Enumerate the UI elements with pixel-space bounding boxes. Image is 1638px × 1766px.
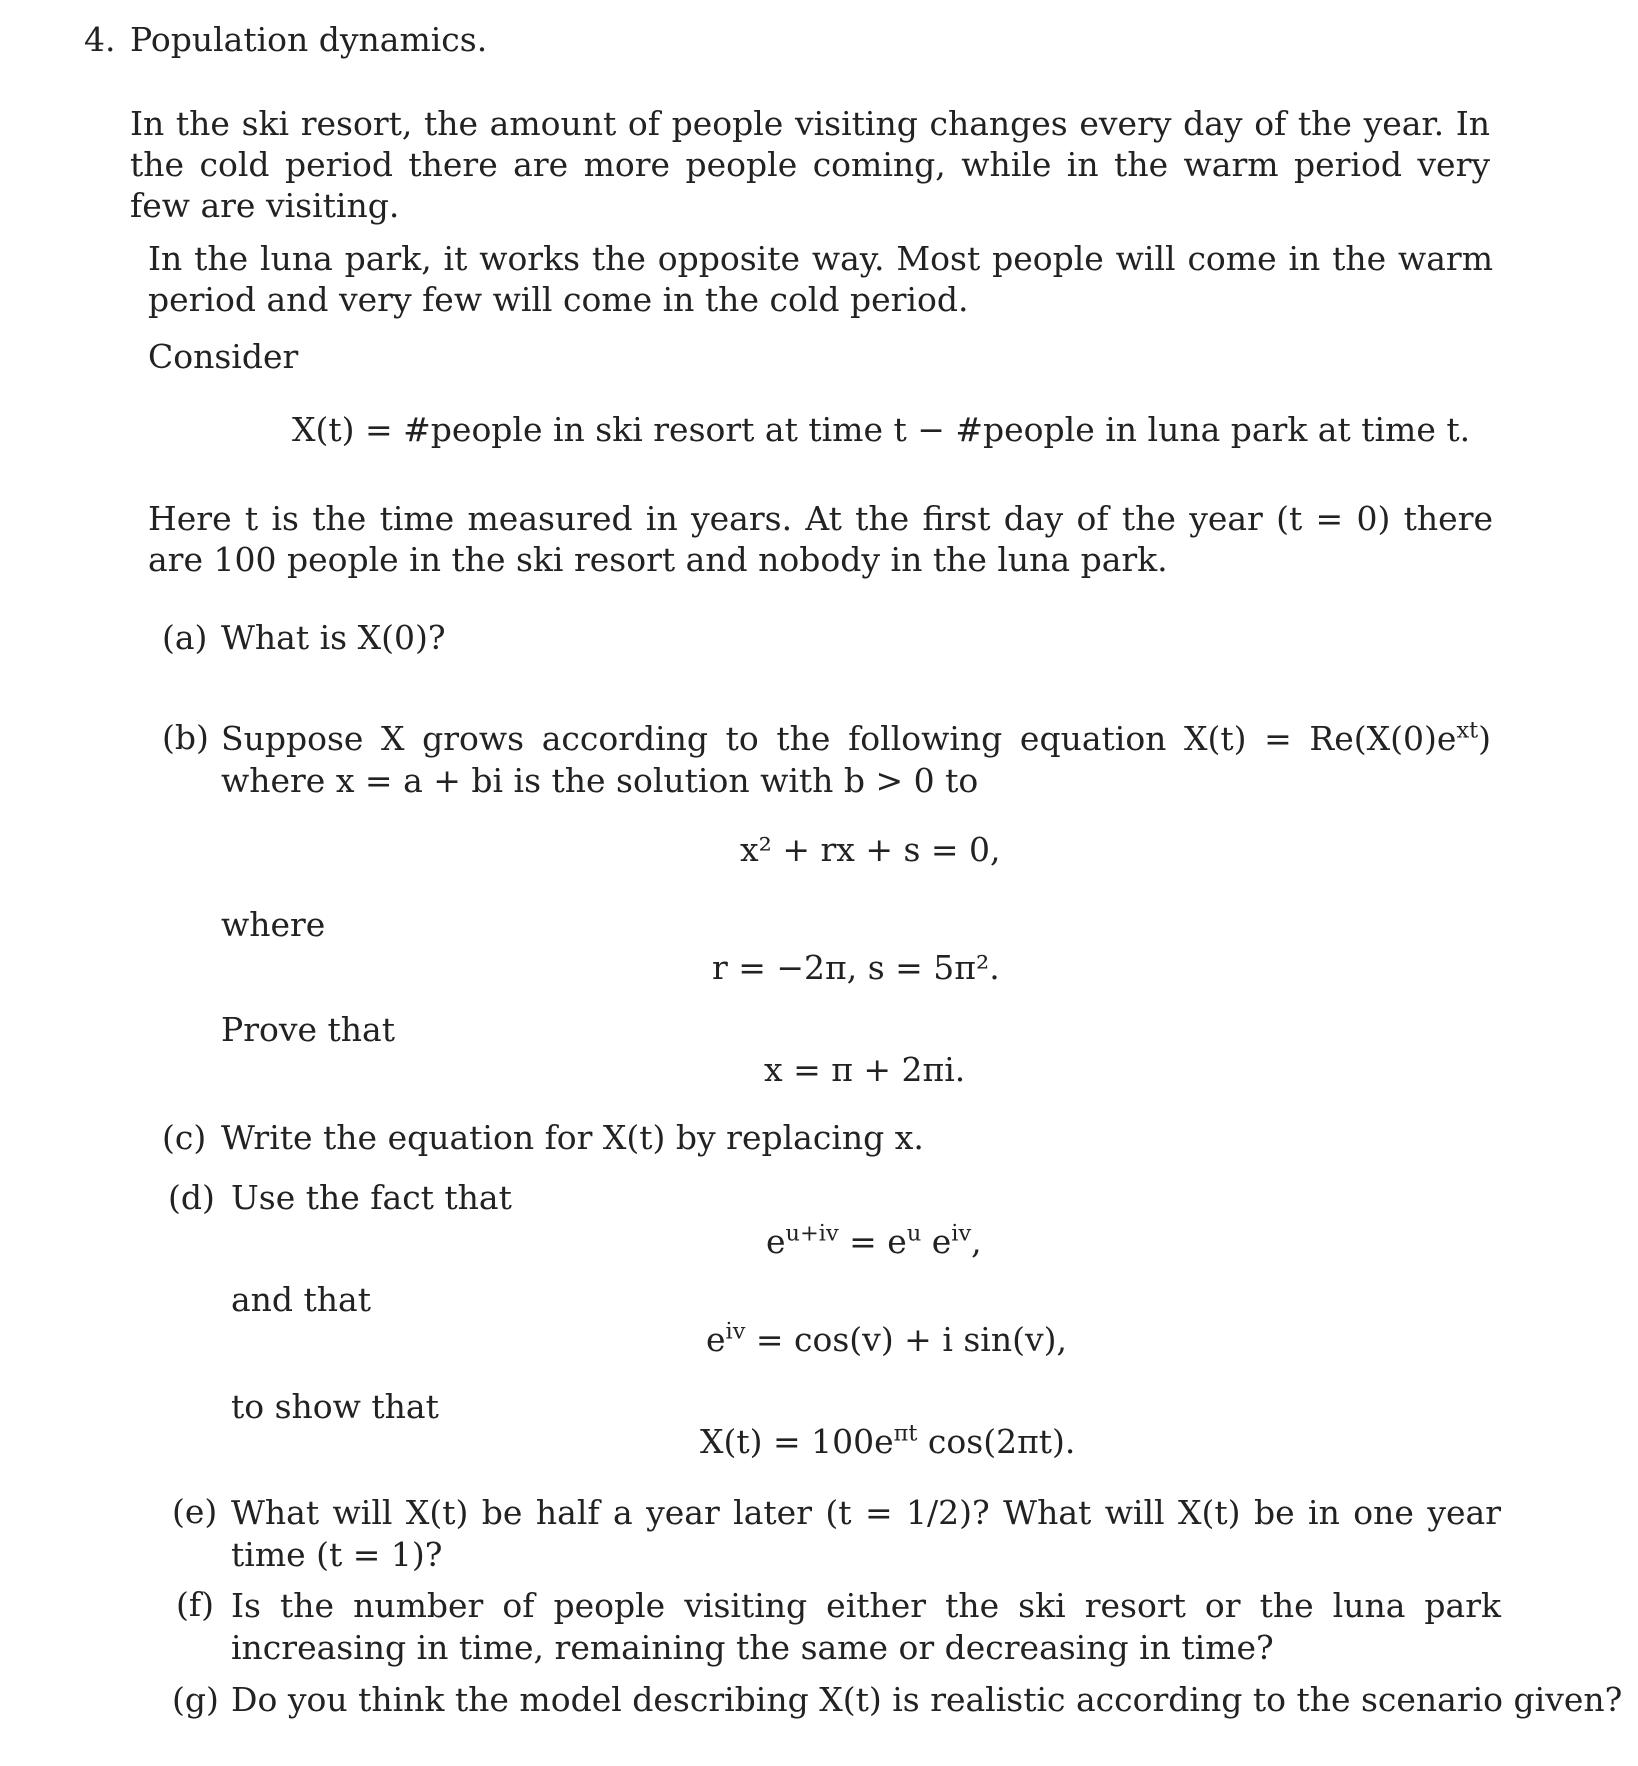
consider-label: Consider xyxy=(148,337,299,376)
x-definition-equation: X(t) = #people in ski resort at time t − #people in luna park at time t. xyxy=(292,410,1471,449)
part-a-label: (a) xyxy=(162,618,208,657)
part-a-text: What is X(0)? xyxy=(221,618,446,657)
quadratic-equation: x² + rx + s = 0, xyxy=(740,830,1001,869)
part-g-text: Do you think the model describing X(t) is realistic according to the scenario given? xyxy=(231,1680,1623,1719)
intro-luna-park: In the luna park, it works the opposite way. Most people will come in the warm period and very few will come in the cold period. xyxy=(148,239,1493,319)
and-that-label: and that xyxy=(231,1280,371,1319)
part-b-label: (b) xyxy=(162,718,209,757)
time-description: Here t is the time measured in years. At the first day of the year (t = 0) there are 100 people in the ski resort and nobody in the luna park. xyxy=(148,499,1493,579)
solution-equation: x = π + 2πi. xyxy=(764,1050,966,1089)
to-show-that-label: to show that xyxy=(231,1387,439,1426)
part-e-text: What will X(t) be half a year later (t = 1/2)? What will X(t) be in one year time (t = 1)? xyxy=(231,1493,1501,1574)
euler-equation: $e^{iv} = \cos(v) + i$ sin(v), xyxy=(706,1318,1067,1359)
part-d-label: (d) xyxy=(168,1178,215,1217)
part-e-label: (e) xyxy=(172,1492,218,1531)
parameter-equation: r = −2π, s = 5π². xyxy=(712,948,1000,987)
exp-sum-equation: $e^{u+iv} = e^u$ $e^{iv}$, xyxy=(766,1220,982,1261)
prove-that-label: Prove that xyxy=(221,1010,395,1049)
part-f-label: (f) xyxy=(176,1585,214,1624)
part-d-text: Use the fact that xyxy=(231,1178,512,1217)
result-equation: $X(t) = 100e^{\pi t}$ cos(2πt). xyxy=(700,1420,1076,1461)
part-c-label: (c) xyxy=(162,1118,207,1157)
part-c-text: Write the equation for X(t) by replacing x. xyxy=(221,1118,924,1157)
problem-title: Population dynamics. xyxy=(130,20,488,59)
where-label: where xyxy=(221,905,326,944)
part-f-text: Is the number of people visiting either the ski resort or the luna park increasing in time, remaining the same or decreasing in time? xyxy=(231,1586,1501,1667)
intro-ski-resort: In the ski resort, the amount of people visiting changes every day of the year. In the cold period there are more people coming, while in the warm period very few are visiting. xyxy=(130,104,1490,225)
problem-number: 4. xyxy=(84,20,116,59)
part-g-label: (g) xyxy=(172,1680,219,1719)
part-b-text: Suppose X grows according to the following equation $X(t) = Re(X(0)e^{xt})$ where x = a + bi is the solution with b > 0 to xyxy=(221,717,1491,800)
